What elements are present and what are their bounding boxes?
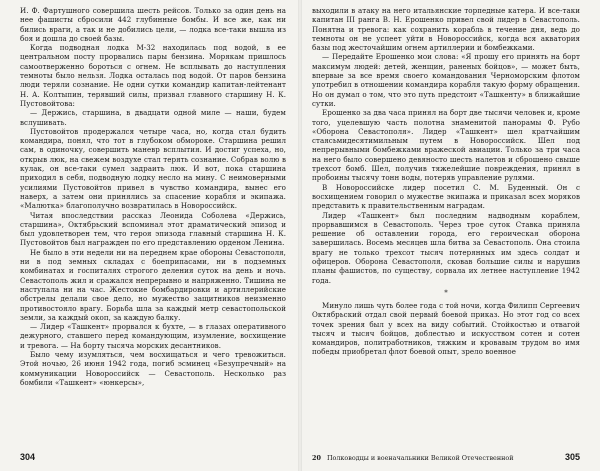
paragraph: Было чему изумляться, чем восхищаться и чего тревожиться. Этой ночью, 26 июня 1942 года, погиб эсминец «Безупречный» на коммуникации Новороссийск — Севастополь. Несколько раз бомбили «Ташкент» «юнкерсы», <box>20 349 286 387</box>
right-page <box>300 0 600 471</box>
paragraph: выходили в атаку на него итальянские торпедные катера. И все-таки капитан III ранга В. Н. Ерошенко привел свой лидер в Севастополь. Понятна и тревога: как сохранить корабль в течение дня, ведь до темноты он не успеет уйти в Новороссийск, когда вся акватория базы под жесточайшим огнем артиллерии и бомбежками. <box>312 6 580 53</box>
paragraph: — Лидер «Ташкент» прорвался к бухте, — в глазах оперативного дежурного, ставшего перед командующим, изумление, восхищение и тревога. — На борту тысяча морских десантников. <box>20 322 286 350</box>
paragraph: Когда подводная лодка М-32 находилась под водой, в ее центральном посту прорвались пары бензина. Морякам пришлось самоотверженно бороться с огнем. Не всплывать до наступления темноты было нельзя. Лодка осталась под водой. От паров бензина люди теряли сознание. Не одни сутки командир капитан-лейтенант Н. А. Колтыпин, терявший силы, призвал главного старшину Н. К. Пустовойтова: <box>20 43 286 108</box>
paragraph: Ерошенко за два часа принял на борт две тысячи человек и, кроме того, уцелевшую часть полотна знаменитой панорамы Ф. Рубо «Оборона Севастополя». Лидер «Ташкент» шел кратчайшим стаясьмидесятимильным путем в Новороссийск. Шел под непрерывными бомбежками вражеской авиации. Только за три часа на него было совершено девяносто шесть налетов и сброшено свыше трехсот бомб. Шел, получив тяжелейшие повреждения, принял в пробоины тысячу тонн воды, потеряв управление рулями. <box>312 108 580 183</box>
page-number: 304 <box>20 452 36 462</box>
paragraph: Минуло лишь чуть более года с той ночи, когда Филипп Сергеевич Октябрьский отдал свой первый боевой приказ. Но этот год со всех точек зрения был у всех на виду событий. Стойкостью и отвагой тысяч и тысяч бойцов, доблестью и искусством сотен и сотен командиров, политработников, тяжким и кровавым трудом во имя победы приобретал флот боевой опыт, зрело военное <box>312 300 580 357</box>
signature-text: Полководцы и военачальники Великой Отечественной <box>326 454 514 462</box>
page-number: 305 <box>564 452 580 462</box>
paragraph: В Новороссийске лидер посетил С. М. Буденный. Он с восхищением говорил о мужестве экипажа и приказал всех моряков представить к правительственным наградам. <box>312 182 580 211</box>
paragraph: Читая впоследствии рассказ Леонида Соболева «Держись, старшина», Октябрьский вспоминал этот драматический эпизод и был удовлетворен тем, что героя эпизода главный старшина Н. К. Пустовойтов был награжден по его представлению орденом Ленина. <box>20 210 286 248</box>
paragraph: Не было в эти недели ни на переднем крае обороны Севастополя, ни в под земных складах с боеприпасами, ни в подземных комбинатах и госпиталях строгого деления суток на день и ночь. Севастополь жил и сражался непрерывно и напряженно. Тишина не наступала ни на час. Жестокие бомбардировки и артиллерийские обстрелы делали свое дело, но мужество защитников неизменно противостояло врагу. Борьба шла за каждый метр севастопольской земли, за каждый окоп, за каждую балку. <box>20 247 286 322</box>
right-page-text <box>312 6 580 357</box>
paragraph: — Держись, старшина, в двадцати одной миле — наши, будем вслушивать. <box>20 108 286 127</box>
section-divider: * <box>444 288 448 297</box>
paragraph: Пустовойтов продержался четыре часа, но, когда стал будить командира, понял, что тот в глубоком обмороке. Старшина решил сам, в одиночку, совершить маневр всплытия. И достиг успеха, но, открыв люк, на свежем воздухе стал терять сознание. Собрав волю в кулак, он все-таки сумел задраить люк. И вот, пока старшина приходил в себя, подводную лодку несло на мину. С неимоверными усилиями Пустовойтов привел в чувство командира, вынес его наверх, а затем они принялись за спасение корабля и экипажа. «Малютка» благополучно возвратилась в Новороссийск. <box>20 126 286 211</box>
paragraph: — Передайте Ерошенко мои слова: «Я прошу его принять на борт максимум людей: детей, женщин, раненых бойцов», — может быть, впервые за все время своего командования Черноморским флотом употребил в отношении командира корабля такую форму обращения. Но он думал о том, что это путь предстоит «Ташкенту» в ближайшие сутки. <box>312 52 580 108</box>
printer-signature <box>312 454 513 462</box>
signature-number: 20 <box>312 454 321 462</box>
paragraph: Лидер «Ташкент» был последним надводным кораблем, прорвавшимся в Севастополь. Через трое суток Ставка приняла решение об оставлении города, его героическая оборона завершилась. Восемь месяцев шла битва за Севастополь. Она стоила врагу не только трехсот тысяч потерянных им здесь солдат и офицеров. Оборона Севастополя, сковав большие силы и нарушив планы фашистов, по существу, сорвала их летнее наступление 1942 года. <box>312 210 580 285</box>
left-page-text <box>20 6 286 387</box>
paragraph: И. Ф. Фартушного совершила шесть рейсов. Только за один день на нее фашисты сбросили 442 глубинные бомбы. И все же, как ни бились враги, а так и не добились цели, — лодка все-таки вышла из боя и дошла до своей базы. <box>20 6 286 43</box>
